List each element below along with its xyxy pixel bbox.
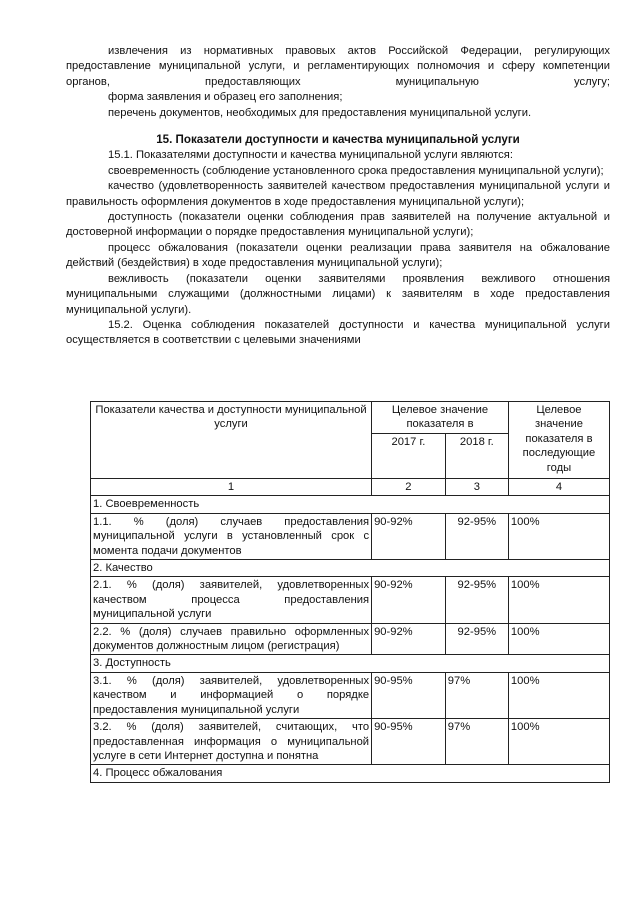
header-year-2018: 2018 г.	[445, 434, 508, 479]
value-2018-cell: 97%	[445, 719, 508, 765]
value-future-cell: 100%	[508, 577, 609, 623]
indicator-cell: 3.2. % (доля) заявителей, считающих, что предоставленная информация о муниципальной услуге в сети Интернет доступна и понятна	[91, 719, 372, 765]
intro-paragraph-2: форма заявления и образец его заполнения;	[108, 91, 343, 104]
section-title-cell: 3. Доступность	[91, 655, 610, 672]
table-section-row	[91, 560, 610, 577]
table-row	[91, 577, 610, 623]
table-header-row	[91, 402, 610, 434]
column-number: 1	[91, 479, 372, 496]
intro-paragraph-3: перечень документов, необходимых для предоставления муниципальной услуги.	[108, 106, 532, 119]
section-title-cell: 2. Качество	[91, 560, 610, 577]
value-future-cell: 100%	[508, 513, 609, 559]
table-column-numbers-row	[91, 479, 610, 496]
indicator-cell: 1.1. % (доля) случаев предоставления муниципальной услуги в установленный срок с момента подачи документов	[91, 513, 372, 559]
body-paragraph-3: качество (удовлетворенность заявителей качеством предоставления муниципальной услуги и правильность оформления документов в ходе предоставления муниципальной услуги);	[66, 180, 610, 208]
value-2018-cell: 92-95%	[445, 623, 508, 655]
column-number: 2	[372, 479, 446, 496]
body-paragraph-2: своевременность (соблюдение установленного срока предоставления муниципальной услуги);	[108, 164, 604, 177]
header-year-2017: 2017 г.	[372, 434, 446, 479]
section-title-cell: 4. Процесс обжалования	[91, 765, 610, 782]
value-2018-cell: 97%	[445, 672, 508, 718]
header-future: Целевое значение показателя в последующие годы	[508, 402, 609, 479]
value-2017-cell: 90-95%	[372, 672, 446, 718]
value-future-cell: 100%	[508, 719, 609, 765]
table-row	[91, 672, 610, 718]
value-2017-cell: 90-92%	[372, 623, 446, 655]
table-section-row	[91, 765, 610, 782]
table-row	[91, 513, 610, 559]
header-target: Целевое значение показателя в	[372, 402, 509, 434]
indicators-table	[90, 401, 610, 783]
value-future-cell: 100%	[508, 623, 609, 655]
table-section-row	[91, 655, 610, 672]
value-2017-cell: 90-92%	[372, 513, 446, 559]
table-section-row	[91, 496, 610, 513]
body-paragraph-1: 15.1. Показателями доступности и качества муниципальной услуги являются:	[108, 149, 513, 162]
body-paragraph-7: 15.2. Оценка соблюдения показателей доступности и качества муниципальной услуги осуществляется в соответствии с целевыми значениями	[66, 318, 610, 347]
section-title-cell: 1. Своевременность	[91, 496, 610, 513]
column-number: 4	[508, 479, 609, 496]
section-title: 15. Показатели доступности и качества муниципальной услуги	[156, 133, 520, 147]
table-row	[91, 719, 610, 765]
value-future-cell: 100%	[508, 672, 609, 718]
value-2018-cell: 92-95%	[445, 513, 508, 559]
value-2017-cell: 90-95%	[372, 719, 446, 765]
body-paragraph-4: доступность (показатели оценки соблюдения прав заявителей на получение актуальной и достоверной информации о порядке предоставления муниципальной услуги);	[66, 211, 610, 239]
intro-paragraph-1: извлечения из нормативных правовых актов Российской Федерации, регулирующих предоставление муниципальной услуги, и регламентирующих полномочия и сферу компетенции органов, предоставляющих муниципальную услугу;	[66, 45, 610, 88]
indicator-cell: 2.1. % (доля) заявителей, удовлетворенных качеством процесса предоставления муниципальной услуги	[91, 577, 372, 623]
indicator-cell: 2.2. % (доля) случаев правильно оформленных документов должностным лицом (регистрация)	[91, 623, 372, 655]
table-row	[91, 623, 610, 655]
header-indicator: Показатели качества и доступности муниципальной услуги	[91, 402, 372, 479]
document-page	[66, 44, 610, 349]
body-paragraph-5: процесс обжалования (показатели оценки реализации права заявителя на обжалование действий (бездействия) в ходе предоставления муниципальной услуги);	[66, 241, 610, 270]
indicator-cell: 3.1. % (доля) заявителей, удовлетворенных качеством и информацией о порядке предоставления муниципальной услуги	[91, 672, 372, 718]
value-2017-cell: 90-92%	[372, 577, 446, 623]
body-paragraph-6: вежливость (показатели оценки заявителями проявления вежливого отношения муниципальными служащими (должностными лицами) к заявителям в ходе предоставления муниципальной услуги).	[66, 272, 610, 316]
value-2018-cell: 92-95%	[445, 577, 508, 623]
column-number: 3	[445, 479, 508, 496]
